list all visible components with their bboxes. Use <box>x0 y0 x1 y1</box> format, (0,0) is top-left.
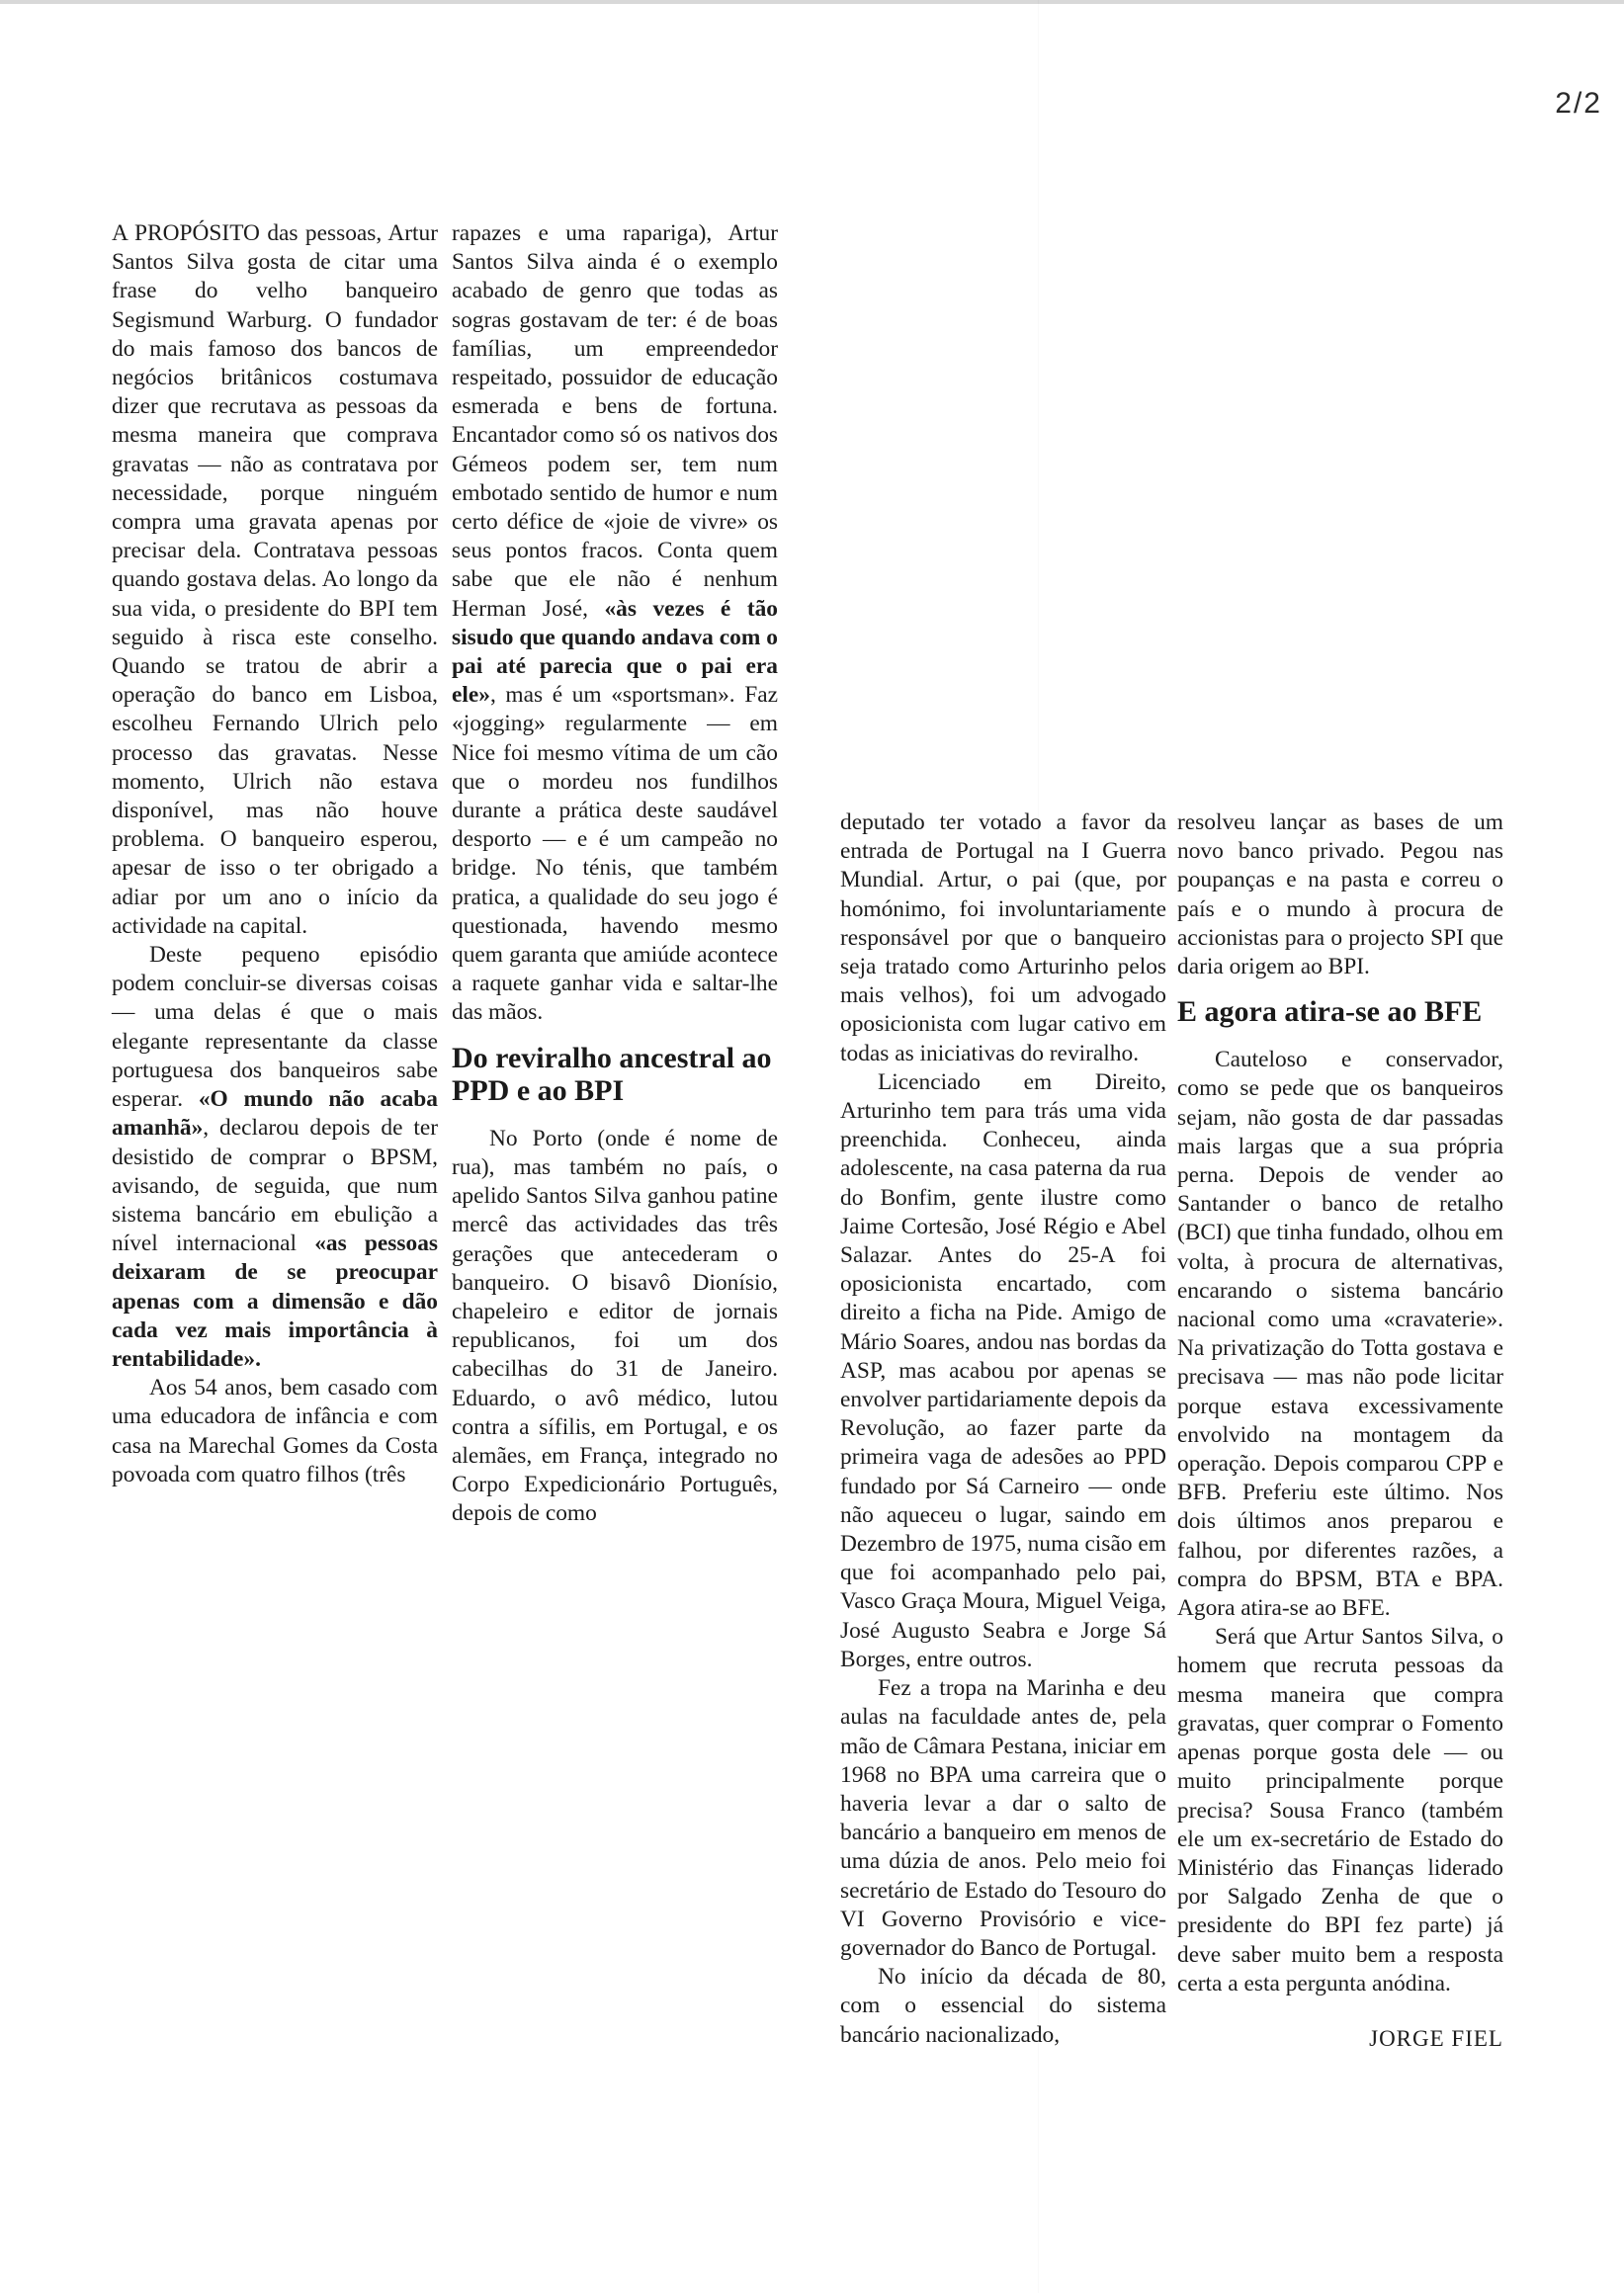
paragraph: Será que Artur Santos Silva, o homem que recruta pessoas da mesma maneira que compra gravatas, quer comprar o Fomento apenas porque gosta dele — ou muito principalmente porque precisa? Sousa Franco (também ele um ex-secretário de Estado do Ministério das Finanças liderado por Salgado Zenha de que o presidente do BPI fez parte) já deve saber muito bem a resposta certa a esta pergunta anódina. <box>1177 1624 1503 1996</box>
page-number: 2/2 <box>1555 87 1602 120</box>
paragraph: Fez a tropa na Marinha e deu aulas na faculdade antes de, pela mão de Câmara Pestana, iniciar em 1968 no BPA uma carreira que o haveria levar a dar o salto de bancário a banqueiro em menos de uma dúzia de anos. Pelo meio foi secretário de Estado do Tesouro do VI Governo Provisório e vice-governador do Banco de Portugal. <box>840 1675 1166 1961</box>
section-heading: E agora atira-se ao BFE <box>1177 995 1483 1029</box>
paragraph: A PROPÓSITO das pessoas, Artur Santos Silva gosta de citar uma frase do velho banqueiro Segismund Warburg. O fundador do mais famoso dos bancos de negócios britânicos costumava dizer que recrutava as pessoas da mesma maneira que comprava gravatas — não as contratava por necessidade, porque ninguém compra uma gravata apenas por precisar dela. Contratava pessoas quando gostava delas. Ao longo da sua vida, o presidente do BPI tem seguido à risca este conselho. Quando se tratou de abrir a operação do banco em Lisboa, escolheu Fernando Ulrich pelo processo das gravatas. Nesse momento, Ulrich não estava disponível, mas não houve problema. O banqueiro esperou, apesar de isso o ter obrigado a adiar por um ano o início da actividade na capital. <box>112 220 438 939</box>
paragraph <box>112 941 438 1374</box>
article-column-1 <box>112 219 438 1489</box>
paragraph: Licenciado em Direito, Arturinho tem para trás uma vida preenchida. Conheceu, ainda adolescente, na casa paterna da rua do Bonfim, gente ilustre como Jaime Cortesão, José Régio e Abel Salazar. Antes do 25-A foi oposicionista encartado, com direito a ficha na Pide. Amigo de Mário Soares, andou nas bordas da ASP, mas acabou por apenas se envolver partidariamente depois da Revolução, ao fazer parte da primeira vaga de adesões ao PPD fundado por Sá Carneiro — onde não aqueceu o lugar, saindo em Dezembro de 1975, numa cisão em que foi acompanhado pelo pai, Vasco Graça Moura, Miguel Veiga, José Augusto Seabra e Jorge Sá Borges, entre outros. <box>840 1068 1166 1672</box>
author-byline: JORGE FIEL <box>1369 2025 1503 2051</box>
quote-bold: «às vezes é tão sisudo que quando andava com o pai até parecia que o pai era ele» <box>452 595 778 709</box>
quote-bold: «as pessoas deixaram de se preocupar apenas com a dimensão e dão cada vez mais importância à rentabilidade». <box>112 1231 438 1372</box>
quote-bold: «O mundo não acaba amanhã» <box>112 1086 439 1142</box>
paragraph: Aos 54 anos, bem casado com uma educadora de infância e com casa na Marechal Gomes da Costa povoada com quatro filhos (três <box>112 1375 438 1487</box>
article-column-2 <box>452 219 778 1529</box>
paragraph: No início da década de 80, com o essencial do sistema bancário nacionalizado, <box>840 1964 1166 2048</box>
text-run: Deste pequeno episódio podem concluir-se diversas coisas — uma delas é que o mais elegante representante da classe portuguesa dos banqueiros sabe esperar. <box>112 942 438 1113</box>
text-run: , declarou depois de ter desistido de comprar o BPSM, avisando, de seguida, que num sistema bancário em ebulição a nível internacional <box>112 1115 438 1257</box>
paragraph: resolveu lançar as bases de um novo banco privado. Pegou nas poupanças e na pasta e correu o país e o mundo à procura de accionistas para o projecto SPI que daria origem ao BPI. <box>1177 809 1503 980</box>
paragraph: Cauteloso e conservador, como se pede que os banqueiros sejam, não gosta de dar passadas mais largas que a sua própria perna. Depois de vender ao Santander o banco de retalho (BCI) que tinha fundado, olhou em volta, à procura de alternativas, encarando o sistema bancário nacional como uma «cravaterie». Na privatização do Totta gostava e precisava — mas não pode licitar porque estava excessivamente envolvido na montagem da operação. Depois comparou CPP e BFB. Preferiu este último. Nos dois últimos anos preparou e falhou, por diferentes razões, a compra do BPSM, BTA e BPA. Agora atira-se ao BFE. <box>1177 1047 1503 1622</box>
section-heading: Do reviralho ancestral ao PPD e ao BPI <box>452 1041 772 1107</box>
paragraph: deputado ter votado a favor da entrada de Portugal na I Guerra Mundial. Artur, o pai (que, por homónimo, foi involuntariamente responsável por que o banqueiro seja tratado como Arturinho pelos mais velhos), foi um advogado oposicionista com lugar cativo em todas as iniciativas do reviralho. <box>840 809 1166 1066</box>
paragraph <box>452 219 778 1028</box>
article-column-3 <box>840 808 1166 2050</box>
paragraph: No Porto (onde é nome de rua), mas também no país, o apelido Santos Silva ganhou patine mercê das actividades das três gerações que antecederam o banqueiro. O bisavô Dionísio, chapeleiro e editor de jornais republicanos, foi um dos cabecilhas do 31 de Janeiro. Eduardo, o avô médico, lutou contra a sífilis, em Portugal, e os alemães, em França, integrado no Corpo Expedicionário Português, depois de como <box>452 1125 778 1527</box>
text-run: , mas é um «sportsman». Faz «jogging» regularmente — em Nice foi mesmo vítima de um cão que o mordeu nos fundilhos durante a prática deste saudável desporto — e é um campeão no bridge. No ténis, que também pratica, a qualidade do seu jogo é questionada, havendo mesmo quem garanta que amiúde acontece a raquete ganhar vida e saltar-lhe das mãos. <box>452 682 778 1026</box>
page-top-edge <box>0 0 1624 4</box>
article-column-4 <box>1177 808 1503 2053</box>
text-run: rapazes e uma rapariga), Artur Santos Silva ainda é o exemplo acabado de genro que todas as sogras gostavam de ter: é de boas famílias, um empreendedor respeitado, possuidor de educação esmerada e bens de fortuna. Encantador como só os nativos dos Gémeos podem ser, tem num embotado sentido de humor e num certo défice de «joie de vivre» os seus pontos fracos. Conta quem sabe que ele não é nenhum Herman José, <box>452 220 778 622</box>
